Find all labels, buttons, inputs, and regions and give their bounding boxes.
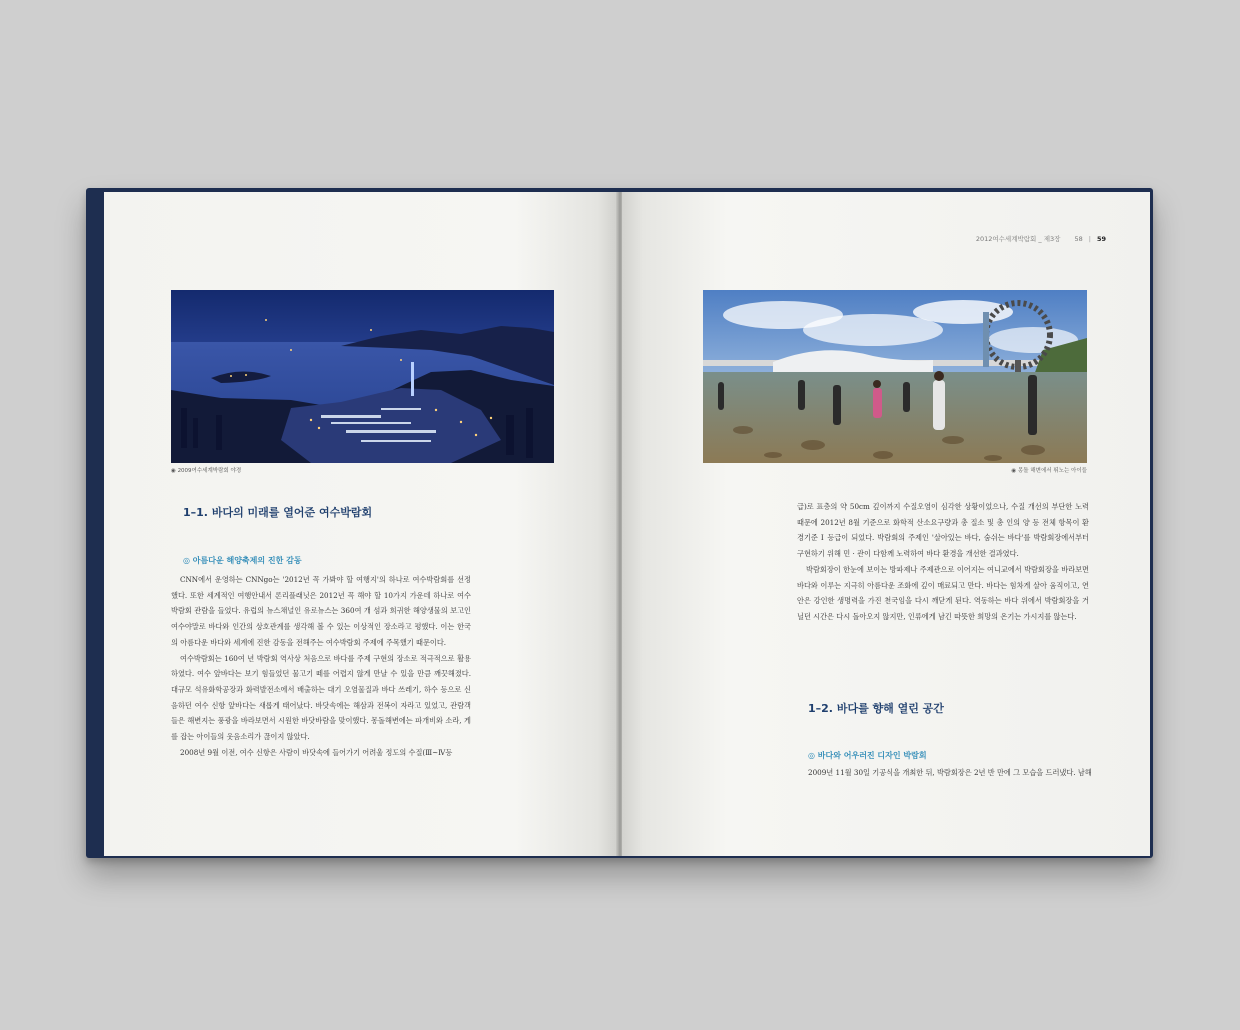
paragraph: 박람회장이 한눈에 보이는 방파제나 주제관으로 이어지는 여니교에서 박람회장을 바라보면 바다와 이루는 지극히 아름다운 조화에 깊이 매료되고 만다. 바다는 힘차게 살아 움직이고, 연안은 강인한 생명력을 가진 천국임을 다시 깨닫게 된다. 역동하는 바다 위에서 박람회장을 거닐던 시간은 다시 돌아오지 않지만, 인류에게 남긴 따뜻한 희망의 온기는 가시지를 않는다.: [797, 564, 1089, 621]
sub-heading: ◎ 아름다운 해양축제의 진한 감동: [183, 556, 302, 565]
paragraph: 급)로 표층의 약 50cm 깊이까지 수질오염이 심각한 상황이었으나, 수질 개선의 부단한 노력 때문에 2012년 8월 기준으로 화학적 산소요구량과 총 질소 및 총 인의 양 등 전체 항목이 환경기준 Ⅰ 등급이 되었다. 박람회의 주제인 '살아있는 바다, 숨쉬는 바다'를 박람회장에서부터 구현하기 위해 민 · 관이 다함께 노력하여 바다 환경을 개선한 결과였다.: [797, 502, 1089, 559]
photo-caption: ◉ 몽돌 해변에서 뛰노는 아이들: [1011, 468, 1087, 474]
sub-heading: ◎ 바다와 어우러진 디자인 박람회: [808, 751, 927, 760]
paragraph: 2008년 9월 이전, 여수 신항은 사람이 바닷속에 들어가기 어려울 정도의 수질(Ⅲ~Ⅳ등: [180, 747, 453, 757]
paragraph: CNN에서 운영하는 CNNgo는 '2012년 꼭 가봐야 할 여행지'의 하나로 여수박람회를 선정했다. 또한 세계적인 여행안내서 론리플래닛은 2012년 꼭 해야 할 10가지 가운데 하나로 여수박람회 관람을 들었다. 유럽의 뉴스채널인 유로뉴스는 360여 개 섬과 희귀한 해양생물의 보고인 여수야말로 바다와 인간의 상호관계를 생각해 볼 수 있는 이상적인 장소라고 평했다. 이는 한국의 아름다운 바다와 세계에 진한 감동을 전해주는 여수박람회 주제에 주목했기 때문이다.: [171, 575, 471, 647]
beach-photo: [703, 290, 1087, 463]
left-page: [104, 192, 618, 856]
photo-caption: ◉ 2009여수세계박람회 야경: [171, 468, 242, 474]
body-text: [808, 765, 1092, 781]
camera-icon: ◉: [1011, 468, 1018, 474]
body-text: [797, 499, 1089, 625]
bullet-icon: ◎: [808, 751, 818, 760]
section-title: 1–2. 바다를 향해 열린 공간: [808, 702, 944, 715]
night-view-photo: [171, 290, 554, 463]
page-number-left: 58: [1074, 235, 1083, 243]
body-text: [171, 572, 471, 760]
page-number-right: 59: [1096, 235, 1106, 243]
running-header: 2012여수세계박람회 _ 제3장 58 | 59: [975, 235, 1106, 243]
paragraph: 여수박람회는 160여 년 박람회 역사상 처음으로 바다를 주제 구현의 장소로 적극적으로 활용하였다. 여수 앞바다는 보기 힘들었던 물고기 떼를 어렵지 않게 만날 수 있을 만큼 깨끗해졌다. 대규모 석유화학공장과 화력발전소에서 배출하는 대기 오염물질과 바다 쓰레기, 하수 등으로 신음하던 여수 신항 앞바다는 새롭게 태어났다. 바닷속에는 해삼과 전복이 자라고 있었고, 관람객들은 해변지는 풍광을 바라보면서 시원한 바닷바람을 맞이했다. 몽돌해변에는 파개비와 소라, 게를 잡는 아이들의 웃음소리가 끊이지 않았다.: [171, 653, 471, 742]
bullet-icon: ◎: [183, 556, 193, 565]
right-page: [622, 192, 1150, 856]
paragraph: 2009년 11월 30일 기공식을 개최한 뒤, 박람회장은 2년 반 만에 그 모습을 드러냈다. 남해: [808, 768, 1092, 777]
camera-icon: ◉: [171, 468, 178, 474]
section-title: 1–1. 바다의 미래를 열어준 여수박람회: [183, 506, 373, 519]
